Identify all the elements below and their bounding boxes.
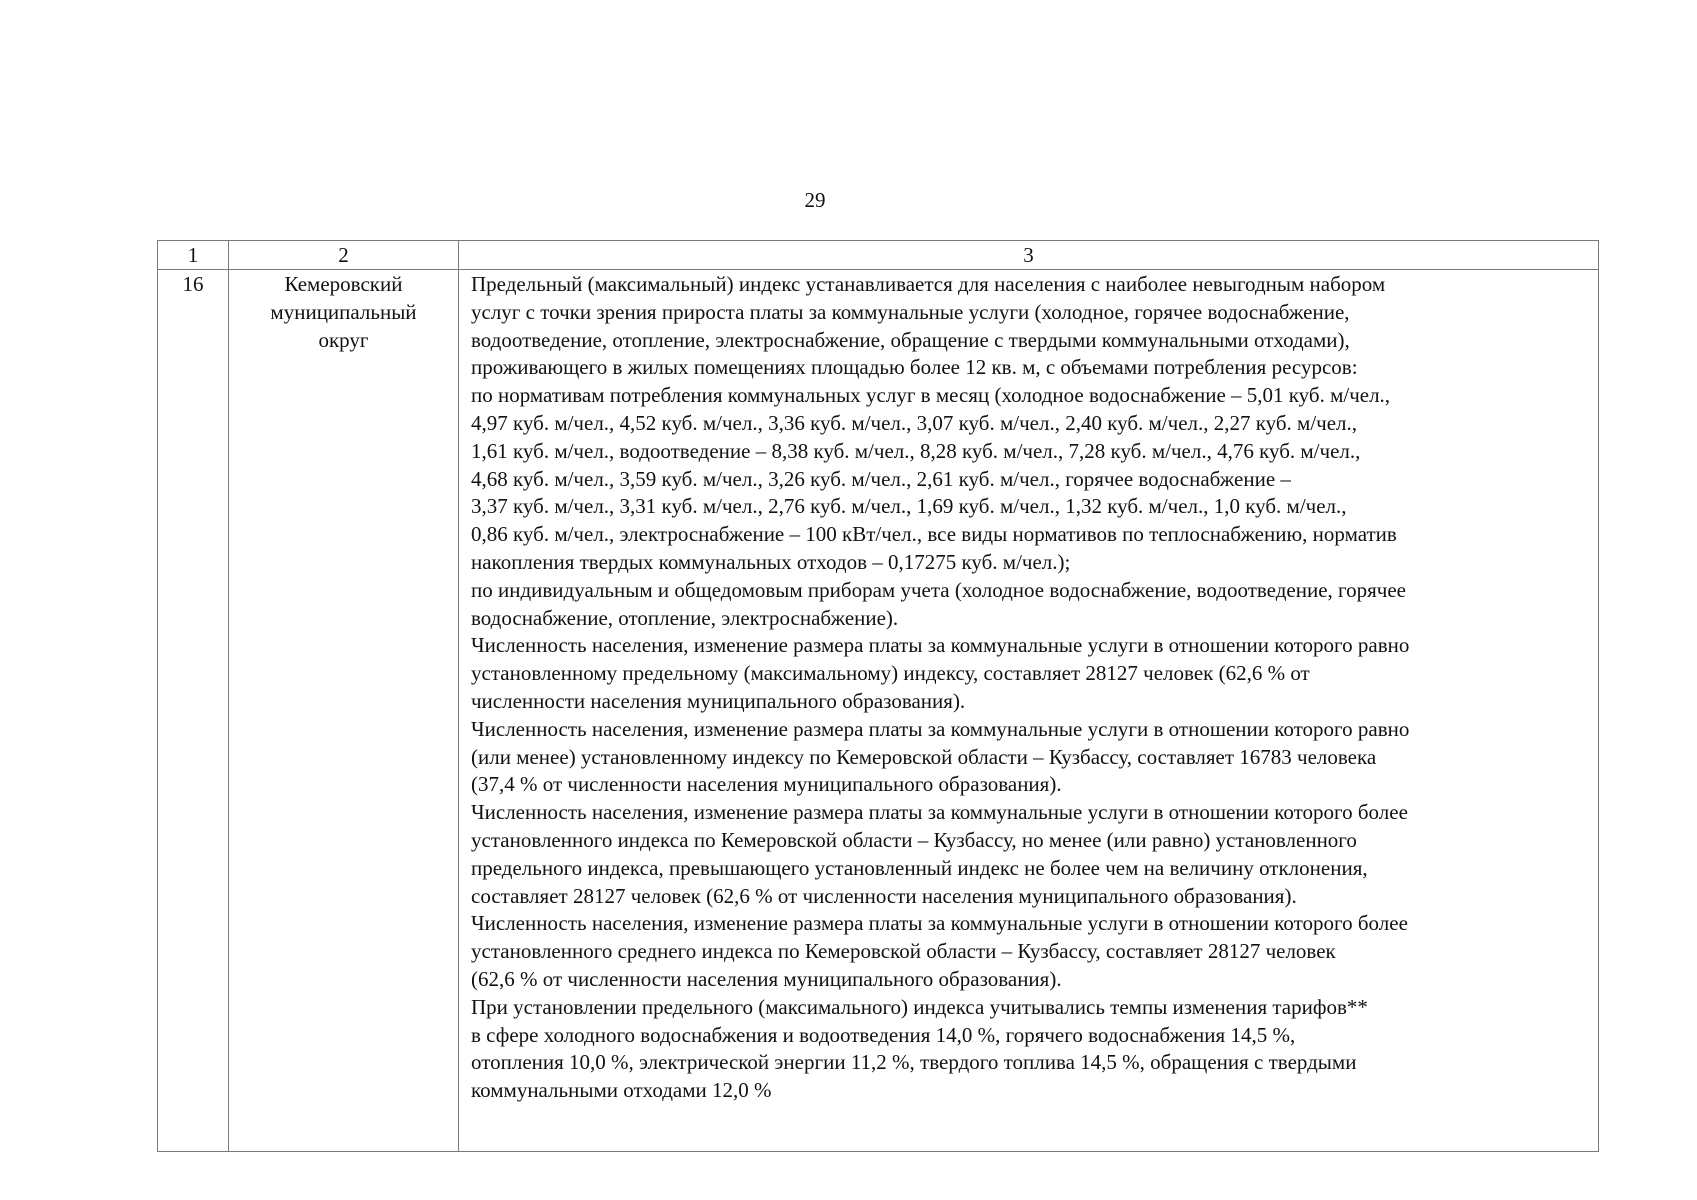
- description-line: Численность населения, изменение размера платы за коммунальные услуги в отношении которого равно: [471, 716, 1410, 741]
- table-header-row: [158, 241, 1599, 270]
- description-line: услуг с точки зрения прироста платы за коммунальные услуги (холодное, горячее водоснабжение,: [471, 299, 1350, 324]
- description-line: установленного индекса по Кемеровской области – Кузбассу, но менее (или равно) установленного: [471, 827, 1357, 852]
- description-line: по нормативам потребления коммунальных услуг в месяц (холодное водоснабжение – 5,01 куб. м/чел.,: [471, 383, 1391, 408]
- description-line: предельного индекса, превышающего установленный индекс не более чем на величину отклонения,: [471, 855, 1368, 880]
- description-line: (37,4 % от численности населения муниципального образования).: [471, 772, 1062, 797]
- header-col-1: 1: [158, 241, 229, 270]
- description-line: 4,68 куб. м/чел., 3,59 куб. м/чел., 3,26 куб. м/чел., 2,61 куб. м/чел., горячее водоснабжение –: [471, 466, 1291, 491]
- description-line: отопления 10,0 %, электрической энергии 11,2 %, твердого топлива 14,5 %, обращения с твердыми: [471, 1050, 1357, 1075]
- description-line: (62,6 % от численности населения муниципального образования).: [471, 966, 1062, 991]
- description-line: в сфере холодного водоснабжения и водоотведения 14,0 %, горячего водоснабжения 14,5 %,: [471, 1022, 1296, 1047]
- page-number: 29: [804, 188, 826, 212]
- description-line: водоснабжение, отопление, электроснабжение).: [471, 605, 899, 630]
- description-line: коммунальными отходами 12,0 %: [471, 1078, 772, 1103]
- municipality-name: [229, 270, 459, 1152]
- municipality-name-line: Кемеровский: [284, 272, 403, 296]
- row-number: 16: [158, 270, 229, 1152]
- header-col-3: 3: [459, 241, 1599, 270]
- municipality-name-line: муниципальный: [270, 299, 417, 324]
- description-line: проживающего в жилых помещениях площадью более 12 кв. м, с объемами потребления ресурсов:: [471, 355, 1358, 380]
- description-line: Численность населения, изменение размера платы за коммунальные услуги в отношении которого более: [471, 800, 1408, 825]
- tariff-index-table: [157, 240, 1599, 1152]
- description-line: установленному предельному (максимальному) индексу, составляет 28127 человек (62,6 % от: [471, 661, 1310, 686]
- description-line: установленного среднего индекса по Кемеровской области – Кузбассу, составляет 28127 человек: [471, 939, 1336, 964]
- description-line: 0,86 куб. м/чел., электроснабжение – 100 кВт/чел., все виды нормативов по теплоснабжению, норматив: [471, 522, 1397, 547]
- municipality-name-line: округ: [318, 327, 369, 352]
- description-line: Численность населения, изменение размера платы за коммунальные услуги в отношении которого равно: [471, 633, 1410, 658]
- description-line: Предельный (максимальный) индекс устанавливается для населения с наиболее невыгодным набором: [471, 272, 1386, 296]
- description-line: составляет 28127 человек (62,6 % от численности населения муниципального образования).: [471, 883, 1297, 908]
- description-line: численности населения муниципального образования).: [471, 688, 966, 713]
- description-line: водоотведение, отопление, электроснабжение, обращение с твердыми коммунальными отходами),: [471, 327, 1350, 352]
- description-line: При установлении предельного (максимального) индекса учитывались темпы изменения тарифов**: [471, 994, 1368, 1019]
- description-line: Численность населения, изменение размера платы за коммунальные услуги в отношении которого более: [471, 911, 1408, 936]
- description-line: накопления твердых коммунальных отходов – 0,17275 куб. м/чел.);: [471, 549, 1071, 574]
- description-line: по индивидуальным и общедомовым приборам учета (холодное водоснабжение, водоотведение, горячее: [471, 577, 1406, 602]
- description-line: (или менее) установленному индексу по Кемеровской области – Кузбассу, составляет 16783 человека: [471, 744, 1377, 769]
- description-line: 1,61 куб. м/чел., водоотведение – 8,38 куб. м/чел., 8,28 куб. м/чел., 7,28 куб. м/чел., 4,76 куб. м/чел.,: [471, 438, 1361, 463]
- row-description: [459, 270, 1599, 1152]
- description-line: 3,37 куб. м/чел., 3,31 куб. м/чел., 2,76 куб. м/чел., 1,69 куб. м/чел., 1,32 куб. м/чел., 1,0 куб. м/чел.,: [471, 494, 1347, 519]
- description-line: 4,97 куб. м/чел., 4,52 куб. м/чел., 3,36 куб. м/чел., 3,07 куб. м/чел., 2,40 куб. м/чел., 2,27 куб. м/чел.,: [471, 410, 1358, 435]
- table-row: [158, 270, 1599, 1152]
- header-col-2: 2: [229, 241, 459, 270]
